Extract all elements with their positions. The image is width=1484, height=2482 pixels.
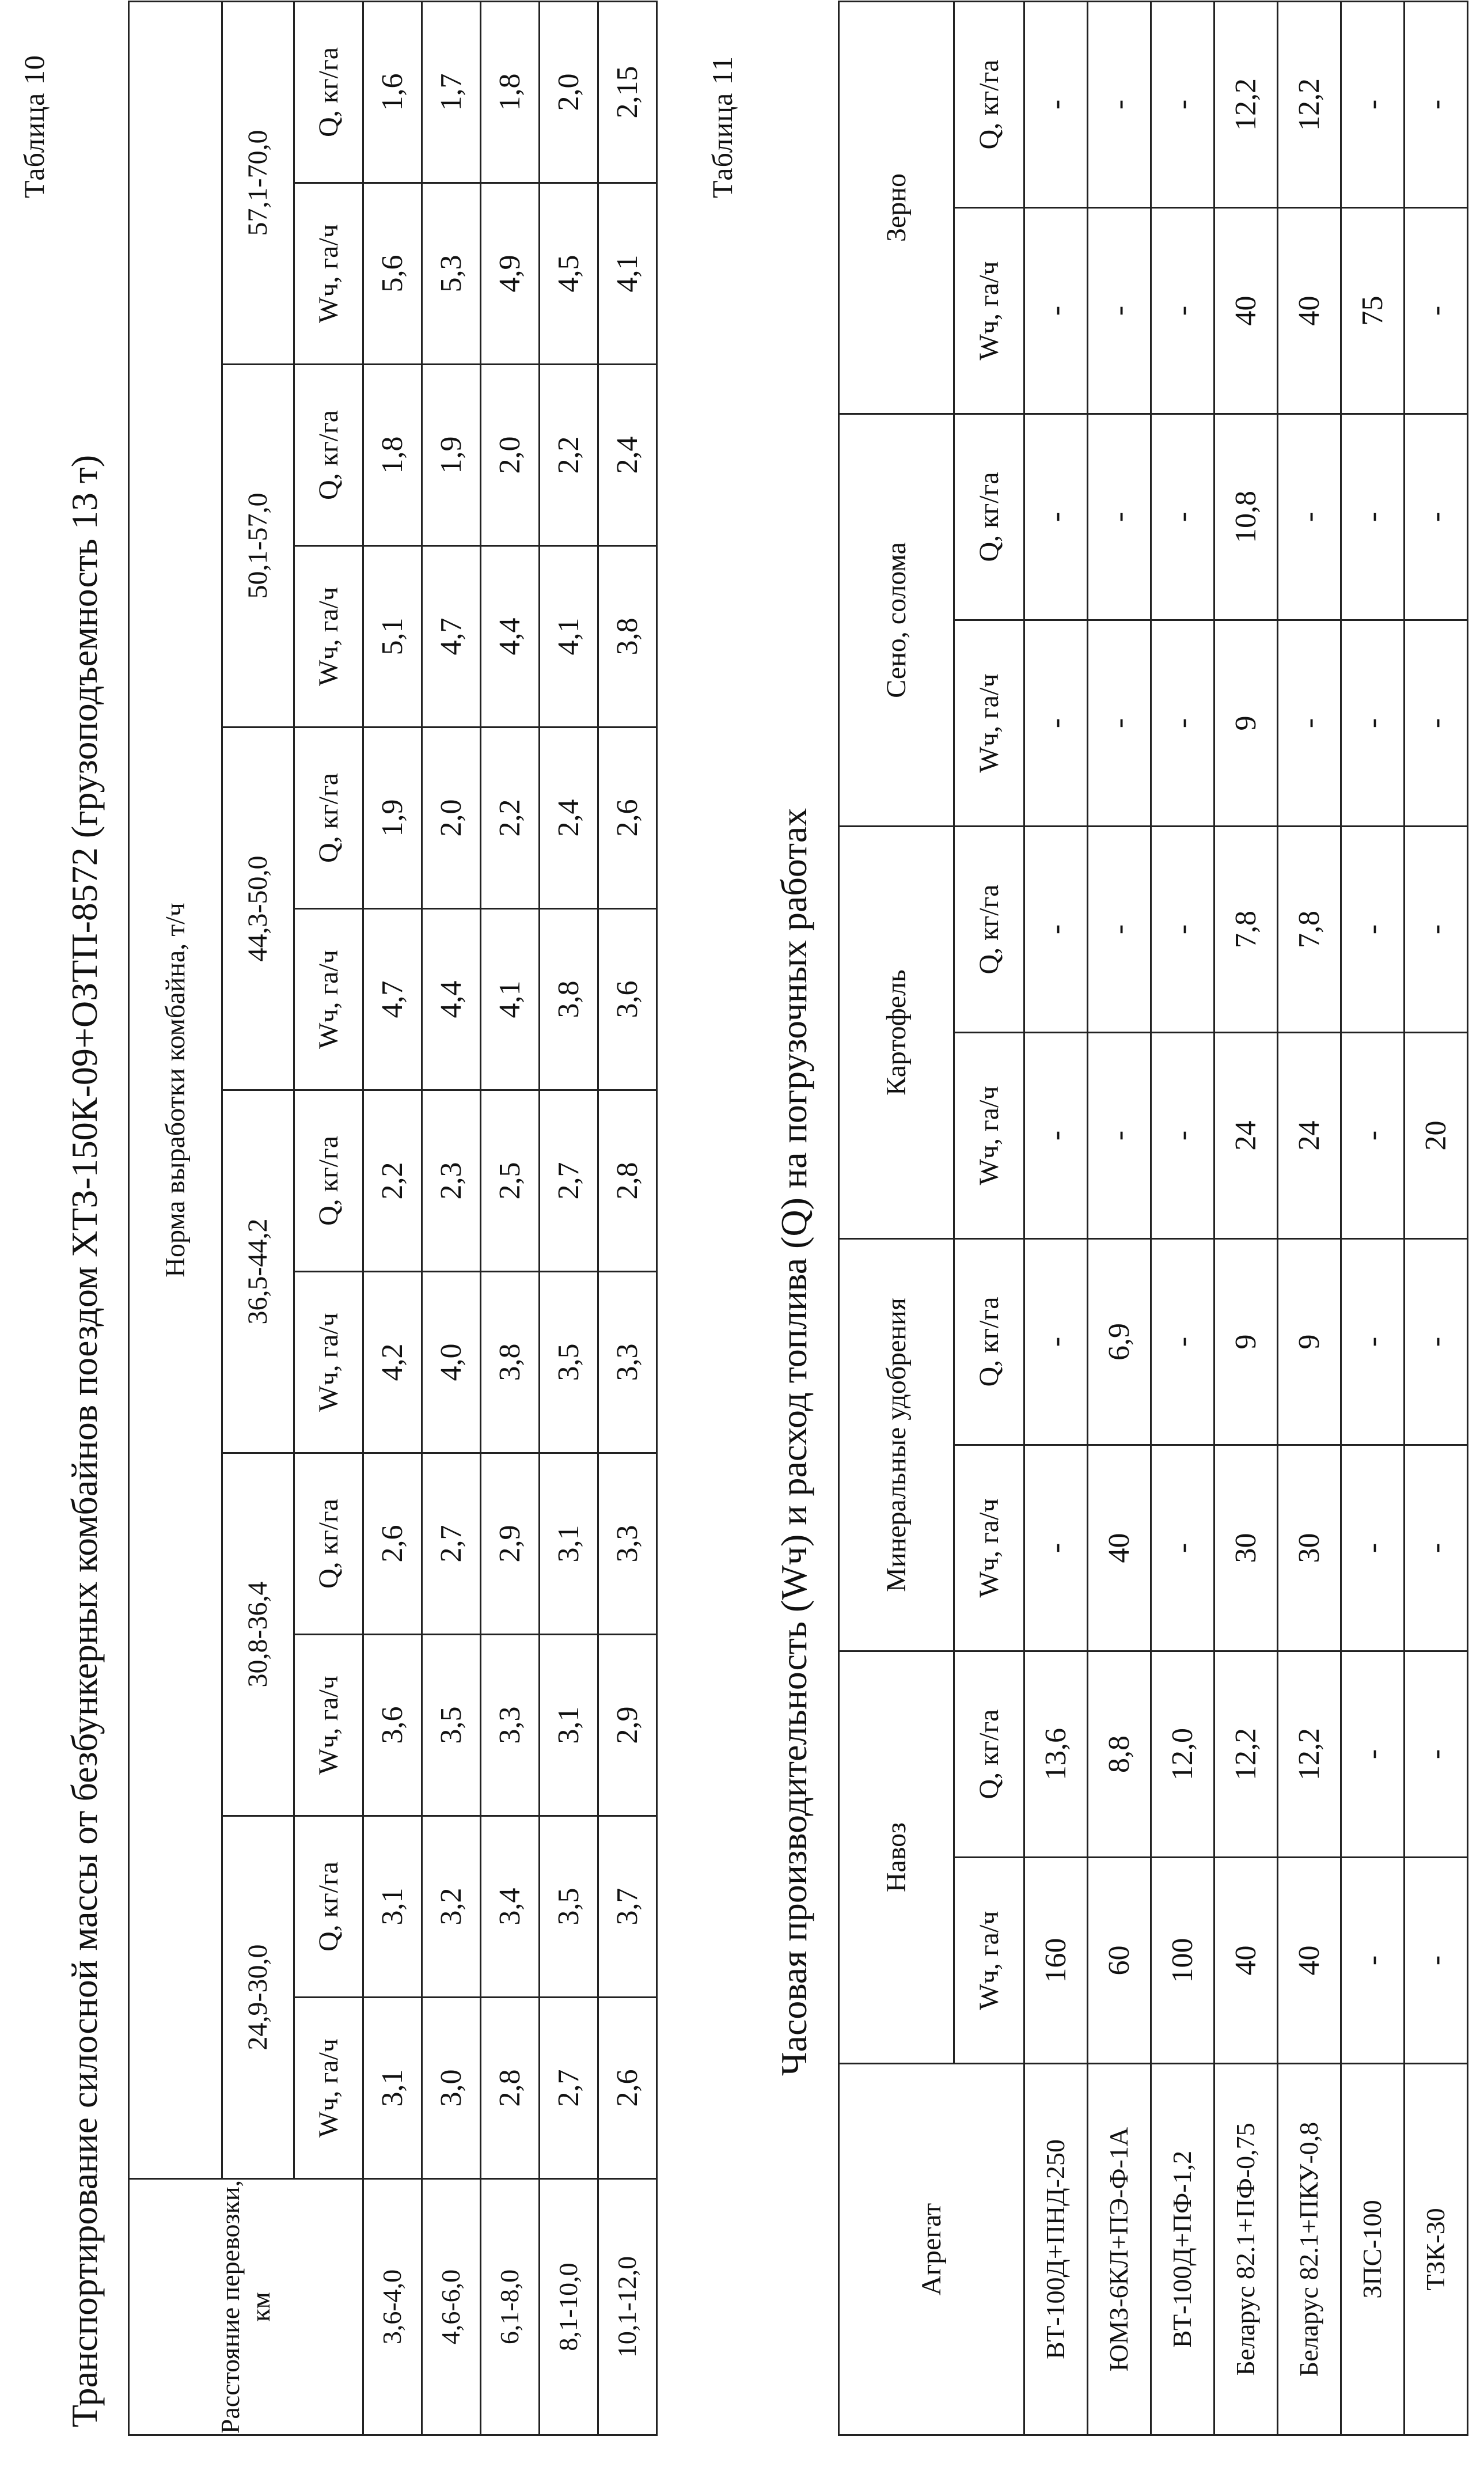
table10-value-cell: 2,0 [540, 1, 598, 183]
table10-value-cell: 5,3 [422, 183, 481, 365]
table10-sub-header-q: Q, кг/га [294, 1, 363, 183]
table11-sub-header-q: Q, кг/га [954, 414, 1024, 620]
table11-row [1151, 1, 1214, 2435]
table10-value-cell: 3,4 [481, 1816, 540, 1998]
table10-value-cell: 2,5 [481, 1090, 540, 1272]
table10-value-cell: 1,8 [363, 365, 422, 546]
table10-sub-header-w: Wч, га/ч [294, 546, 363, 727]
table11-value-cell: - [1088, 414, 1151, 620]
table10-value-cell: 2,8 [598, 1090, 657, 1272]
table10-value-cell: 2,7 [540, 1090, 598, 1272]
table10-value-cell: 3,1 [363, 1816, 422, 1998]
table10-value-cell: 4,1 [540, 546, 598, 727]
table11-value-cell: 6,9 [1088, 1238, 1151, 1445]
table10-value-cell: 2,3 [422, 1090, 481, 1272]
table11-value-cell: - [1341, 1032, 1405, 1238]
table10-value-cell: 2,2 [540, 365, 598, 546]
table11-value-cell: - [1151, 207, 1214, 414]
table11-value-cell: - [1341, 1651, 1405, 1857]
table11-group-header: Зерно [839, 1, 954, 414]
table11-value-cell: - [1278, 414, 1341, 620]
table10-value-cell: 3,1 [540, 1635, 598, 1816]
table11-value-cell: - [1088, 620, 1151, 826]
table11-value-cell: - [1024, 1, 1088, 207]
table11-value-cell: - [1341, 1, 1405, 207]
table11-value-cell: 9 [1278, 1238, 1341, 1445]
table11-row [1278, 1, 1341, 2435]
table10-value-cell: 1,8 [481, 1, 540, 183]
table11-value-cell: - [1088, 826, 1151, 1032]
table10-distance-cell: 4,6-6,0 [422, 2179, 481, 2435]
table11-value-cell: 24 [1214, 1032, 1278, 1238]
table11-row [1088, 1, 1151, 2435]
table11-row [1341, 1, 1405, 2435]
table10-group-header: 36,5-44,2 [222, 1090, 294, 1453]
table10-value-cell: 3,6 [363, 1635, 422, 1816]
table11-value-cell: 20 [1405, 1032, 1468, 1238]
table11-sub-header-w: Wч, га/ч [954, 620, 1024, 826]
table10-value-cell: 4,7 [422, 546, 481, 727]
table11-sub-header-q: Q, кг/га [954, 1651, 1024, 1857]
table10-value-cell: 3,5 [540, 1272, 598, 1453]
table10-title: Транспортирование силосной массы от безбункерных комбайнов поездом ХТЗ-150К-09+ОЗТП-8572 (грузоподъемность 13 т) [64, 454, 105, 2427]
table10-sub-header-w: Wч, га/ч [294, 1635, 363, 1816]
table11-value-cell: 13,6 [1024, 1651, 1088, 1857]
table11-value-cell: - [1088, 1032, 1151, 1238]
table11-value-cell: 9 [1214, 1238, 1278, 1445]
table11-value-cell: 12,2 [1214, 1, 1278, 207]
table10-value-cell: 2,7 [540, 1998, 598, 2179]
table11-value-cell: - [1151, 414, 1214, 620]
table10-value-cell: 3,1 [540, 1453, 598, 1635]
table11-value-cell: - [1405, 1238, 1468, 1445]
table11-value-cell: - [1405, 414, 1468, 620]
table11-value-cell: 40 [1088, 1445, 1151, 1651]
table11-value-cell: 7,8 [1214, 826, 1278, 1032]
table10-distance-header: Расстояние перевозки, км [129, 2179, 363, 2435]
table10-value-cell: 3,2 [422, 1816, 481, 1998]
table10-distance-cell: 3,6-4,0 [363, 2179, 422, 2435]
table11-value-cell: 40 [1278, 1858, 1341, 2064]
table10-value-cell: 2,2 [481, 727, 540, 909]
table10-group-header: 44,3-50,0 [222, 727, 294, 1090]
table11-value-cell: 30 [1214, 1445, 1278, 1651]
table10-value-cell: 3,3 [481, 1635, 540, 1816]
table10-sub-header-w: Wч, га/ч [294, 183, 363, 365]
table11-unit-cell: ЗПС-100 [1341, 2064, 1405, 2435]
table10-value-cell: 4,1 [598, 183, 657, 365]
table11-value-cell: - [1024, 826, 1088, 1032]
table11-value-cell: 12,2 [1278, 1, 1341, 207]
table11-value-cell: - [1024, 207, 1088, 414]
table11-value-cell: 40 [1278, 207, 1341, 414]
table10-value-cell: 2,8 [481, 1998, 540, 2179]
table10-value-cell: 4,0 [422, 1272, 481, 1453]
table10-value-cell: 3,8 [598, 546, 657, 727]
table10-row [598, 1, 657, 2435]
table10-value-cell: 3,8 [540, 909, 598, 1090]
table11 [838, 1, 1468, 2436]
table10-value-cell: 5,1 [363, 546, 422, 727]
table10-value-cell: 1,6 [363, 1, 422, 183]
table11-value-cell: 40 [1214, 207, 1278, 414]
table11-unit-cell: Беларус 82.1+ПКУ-0,8 [1278, 2064, 1341, 2435]
table10-value-cell: 2,0 [422, 727, 481, 909]
table11-value-cell: - [1151, 1, 1214, 207]
table11-unit-header: Агрегат [839, 2064, 1024, 2435]
table10-value-cell: 2,2 [363, 1090, 422, 1272]
table10-value-cell: 2,6 [598, 1998, 657, 2179]
table10-row [481, 1, 540, 2435]
table11-value-cell: 100 [1151, 1858, 1214, 2064]
table11-value-cell: 12,0 [1151, 1651, 1214, 1857]
table10-value-cell: 3,0 [422, 1998, 481, 2179]
table11-value-cell: - [1151, 1032, 1214, 1238]
table11-value-cell: 12,2 [1278, 1651, 1341, 1857]
table11-value-cell: - [1405, 1, 1468, 207]
table10-value-cell: 5,6 [363, 183, 422, 365]
table11-sub-header-q: Q, кг/га [954, 826, 1024, 1032]
table10-sub-header-q: Q, кг/га [294, 1453, 363, 1635]
table10-sub-header-w: Wч, га/ч [294, 1272, 363, 1453]
table11-value-cell: - [1341, 1238, 1405, 1445]
table11-sub-header-q: Q, кг/га [954, 1, 1024, 207]
table10-value-cell: 2,6 [598, 727, 657, 909]
table10-value-cell: 3,1 [363, 1998, 422, 2179]
table11-value-cell: - [1405, 826, 1468, 1032]
table10-sub-header-q: Q, кг/га [294, 1090, 363, 1272]
table10-value-cell: 2,9 [481, 1453, 540, 1635]
table10-value-cell: 3,8 [481, 1272, 540, 1453]
table11-unit-cell: ЮМЗ-6КЛ+ПЭ-Ф-1А [1088, 2064, 1151, 2435]
table11-value-cell: - [1088, 207, 1151, 414]
table11-title: Часовая производительность (Wч) и расход топлива (Q) на погрузочных работах [773, 808, 814, 2076]
table10-sub-header-q: Q, кг/га [294, 365, 363, 546]
table10-row [363, 1, 422, 2435]
table11-sub-header-q: Q, кг/га [954, 1238, 1024, 1445]
table11-value-cell: 40 [1214, 1858, 1278, 2064]
table11-group-header: Картофель [839, 826, 954, 1238]
table10-value-cell: 2,9 [598, 1635, 657, 1816]
table11-row [1214, 1, 1278, 2435]
table11-number: Таблица 11 [706, 56, 738, 198]
table11-unit-cell: Беларус 82.1+ПФ-0,75 [1214, 2064, 1278, 2435]
table11-sub-header-w: Wч, га/ч [954, 207, 1024, 414]
table11-sub-header-w: Wч, га/ч [954, 1445, 1024, 1651]
table10-value-cell: 3,3 [598, 1453, 657, 1635]
table11-value-cell: - [1151, 1238, 1214, 1445]
table10-value-cell: 2,7 [422, 1453, 481, 1635]
table10-value-cell: 2,4 [598, 365, 657, 546]
table11-value-cell: - [1024, 1032, 1088, 1238]
table11-value-cell: - [1341, 620, 1405, 826]
table11-value-cell: - [1024, 414, 1088, 620]
table11-value-cell: - [1405, 1651, 1468, 1857]
table11-value-cell: - [1151, 620, 1214, 826]
table10-value-cell: 3,6 [598, 909, 657, 1090]
table11-group-header: Навоз [839, 1651, 954, 2063]
table10-value-cell: 3,5 [422, 1635, 481, 1816]
table10-value-cell: 2,6 [363, 1453, 422, 1635]
table11-value-cell: - [1151, 826, 1214, 1032]
table11-row [1405, 1, 1468, 2435]
table11-value-cell: - [1341, 1445, 1405, 1651]
table11-value-cell: - [1024, 1445, 1088, 1651]
table10-group-header: 30,8-36,4 [222, 1453, 294, 1816]
table11-value-cell: 8,8 [1088, 1651, 1151, 1857]
table10-distance-cell: 8,1-10,0 [540, 2179, 598, 2435]
table11-value-cell: 7,8 [1278, 826, 1341, 1032]
table10-sub-header-q: Q, кг/га [294, 1816, 363, 1998]
table10-value-cell: 4,1 [481, 909, 540, 1090]
table11-unit-cell: ТЗК-30 [1405, 2064, 1468, 2435]
table11-value-cell: - [1405, 1445, 1468, 1651]
table11-unit-cell: ВТ-100Д+ПНД-250 [1024, 2064, 1088, 2435]
table10-value-cell: 2,4 [540, 727, 598, 909]
table10-value-cell: 3,3 [598, 1272, 657, 1453]
table11-value-cell: 9 [1214, 620, 1278, 826]
table11-value-cell: 12,2 [1214, 1651, 1278, 1857]
table10-distance-cell: 6,1-8,0 [481, 2179, 540, 2435]
table11-value-cell: - [1341, 826, 1405, 1032]
table10-value-cell: 3,5 [540, 1816, 598, 1998]
table10-distance-cell: 10,1-12,0 [598, 2179, 657, 2435]
table11-unit-cell: ВТ-100Д+ПФ-1,2 [1151, 2064, 1214, 2435]
table11-value-cell: 160 [1024, 1858, 1088, 2064]
table11-value-cell: - [1024, 1238, 1088, 1445]
table10-sub-header-w: Wч, га/ч [294, 1998, 363, 2179]
table10-value-cell: 4,4 [422, 909, 481, 1090]
table10-group-header: 50,1-57,0 [222, 365, 294, 727]
table11-value-cell: - [1278, 620, 1341, 826]
table11-value-cell: - [1405, 1858, 1468, 2064]
table11-value-cell: - [1405, 207, 1468, 414]
table10-value-cell: 4,4 [481, 546, 540, 727]
table11-sub-header-w: Wч, га/ч [954, 1858, 1024, 2064]
table10-value-cell: 1,7 [422, 1, 481, 183]
table10-norm-header: Норма выработки комбайна, т/ч [129, 1, 222, 2178]
table10-value-cell: 1,9 [363, 727, 422, 909]
table11-row [1024, 1, 1088, 2435]
table10-value-cell: 4,5 [540, 183, 598, 365]
table11-sub-header-w: Wч, га/ч [954, 1032, 1024, 1238]
table11-value-cell: 10,8 [1214, 414, 1278, 620]
table11-value-cell: 30 [1278, 1445, 1341, 1651]
table10-row [422, 1, 481, 2435]
table10-sub-header-w: Wч, га/ч [294, 909, 363, 1090]
table11-value-cell: - [1341, 414, 1405, 620]
table10-group-header: 24,9-30,0 [222, 1816, 294, 2179]
table11-group-header: Минеральные удобрения [839, 1238, 954, 1651]
table11-value-cell: 75 [1341, 207, 1405, 414]
table10-value-cell: 2,15 [598, 1, 657, 183]
table10-value-cell: 4,9 [481, 183, 540, 365]
table11-value-cell: - [1024, 620, 1088, 826]
table10-sub-header-q: Q, кг/га [294, 727, 363, 909]
table11-value-cell: - [1088, 1, 1151, 207]
table10 [128, 1, 658, 2436]
table11-value-cell: 24 [1278, 1032, 1341, 1238]
table11-value-cell: 60 [1088, 1858, 1151, 2064]
table10-value-cell: 4,7 [363, 909, 422, 1090]
table10-group-header: 57,1-70,0 [222, 1, 294, 364]
table10-row [540, 1, 598, 2435]
table11-group-header: Сено, солома [839, 414, 954, 826]
table10-value-cell: 2,0 [481, 365, 540, 546]
table10-number: Таблица 10 [18, 55, 50, 198]
table10-value-cell: 1,9 [422, 365, 481, 546]
table11-value-cell: - [1151, 1445, 1214, 1651]
table10-value-cell: 4,2 [363, 1272, 422, 1453]
table11-value-cell: - [1405, 620, 1468, 826]
table11-value-cell: - [1341, 1858, 1405, 2064]
table10-value-cell: 3,7 [598, 1816, 657, 1998]
